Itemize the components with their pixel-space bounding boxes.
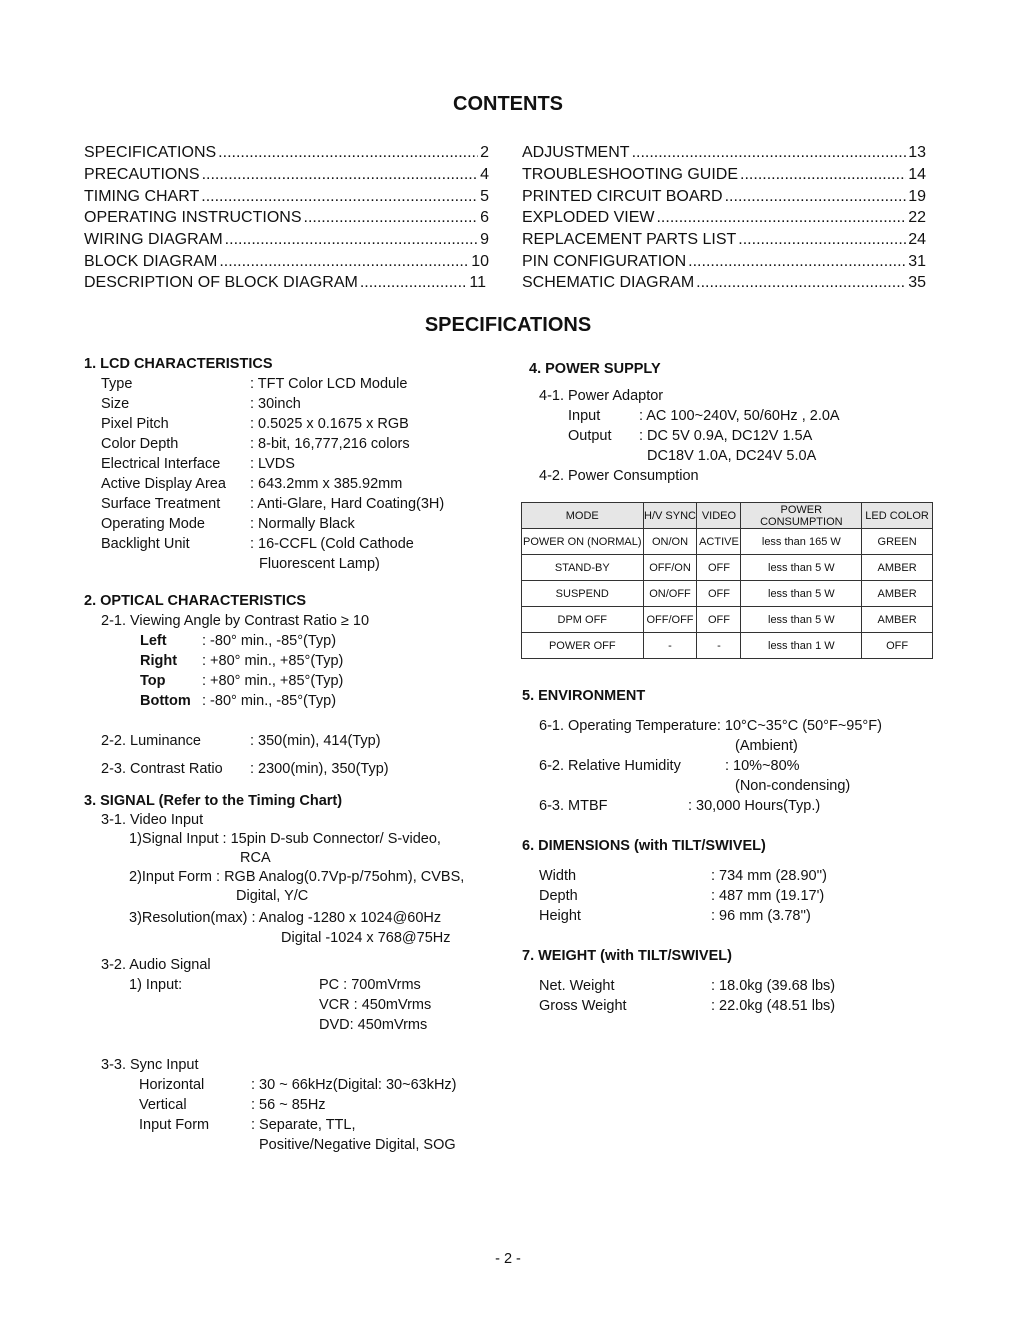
section-heading: 6. DIMENSIONS (with TILT/SWIVEL) (522, 838, 766, 854)
spec-key: Electrical Interface (101, 456, 221, 472)
spec-line: RCA (240, 850, 271, 866)
spec-value-cont: DC18V 1.0A, DC24V 5.0A (647, 448, 817, 464)
table-cell: less than 5 W (741, 581, 862, 607)
table-cell: less than 5 W (741, 555, 862, 581)
spec-key: Width (539, 868, 577, 884)
table-cell: AMBER (862, 607, 933, 633)
spec-value: : LVDS (250, 456, 295, 472)
toc-entry[interactable]: PRECAUTIONS ..... 4 (84, 166, 489, 184)
spec-key: Right (140, 653, 178, 669)
spec-key: Left (140, 633, 167, 649)
table-cell: SUSPEND (522, 581, 644, 607)
contents-title: CONTENTS (453, 93, 563, 115)
spec-line: 3)Resolution(max) : Analog -1280 x 1024@60Hz (129, 910, 442, 926)
spec-key: 6-2. Relative Humidity (539, 758, 681, 774)
table-cell: GREEN (862, 529, 933, 555)
specifications-title: SPECIFICATIONS (424, 314, 592, 336)
spec-line: 1)Signal Input : 15pin D-sub Connector/ S-video, (129, 831, 441, 847)
spec-value: : 10%~80% (725, 758, 800, 774)
table-cell: OFF (862, 633, 933, 659)
table-row (522, 581, 933, 607)
table-row (522, 555, 933, 581)
table-cell: ON/ON (643, 529, 697, 555)
spec-key: Net. Weight (539, 978, 615, 994)
spec-value: : 18.0kg (39.68 lbs) (711, 978, 836, 994)
toc-entry[interactable]: SCHEMATIC DIAGRAM ..... 35 (522, 274, 926, 292)
table-header-cell: LED COLOR (862, 503, 933, 529)
table-cell: less than 1 W (741, 633, 862, 659)
table-cell: OFF (697, 555, 741, 581)
section-heading: 4. POWER SUPPLY (529, 361, 661, 377)
spec-key: Horizontal (139, 1077, 205, 1093)
table-header-cell: MODE (522, 503, 644, 529)
toc-entry[interactable]: DESCRIPTION OF BLOCK DIAGRAM ..... 11 (84, 274, 486, 292)
spec-value: : Separate, TTL, (251, 1117, 356, 1133)
table-cell: OFF/ON (643, 555, 697, 581)
table-cell: OFF (697, 607, 741, 633)
spec-value: : Normally Black (250, 516, 355, 532)
table-cell: OFF/OFF (643, 607, 697, 633)
spec-key: Pixel Pitch (101, 416, 169, 432)
spec-line: (Non-condensing) (735, 778, 851, 794)
spec-value: PC : 700mVrms (319, 977, 421, 993)
spec-value: : 734 mm (28.90'') (711, 868, 827, 884)
table-cell: - (643, 633, 697, 659)
section-heading: 1. LCD CHARACTERISTICS (84, 356, 273, 372)
table-header-cell: H/V SYNC (643, 503, 697, 529)
spec-key: Backlight Unit (101, 536, 190, 552)
table-cell: POWER ON (NORMAL) (522, 529, 644, 555)
spec-key: Depth (539, 888, 578, 904)
page-number: - 2 - (495, 1251, 521, 1267)
spec-key: Surface Treatment (101, 496, 221, 512)
toc-entry[interactable]: BLOCK DIAGRAM ..... 10 (84, 253, 489, 271)
spec-key: 6-3. MTBF (539, 798, 608, 814)
spec-key: Size (101, 396, 130, 412)
toc-entry[interactable]: PRINTED CIRCUIT BOARD ..... 19 (522, 188, 926, 206)
toc-entry[interactable]: WIRING DIAGRAM ..... 9 (84, 231, 489, 249)
spec-key: Input (568, 408, 601, 424)
spec-value: : 56 ~ 85Hz (251, 1097, 326, 1113)
table-cell: AMBER (862, 581, 933, 607)
table-row (522, 529, 933, 555)
spec-value: : AC 100~240V, 50/60Hz , 2.0A (639, 408, 840, 424)
spec-key: 2-3. Contrast Ratio (101, 761, 223, 777)
spec-value: : 30inch (250, 396, 301, 412)
toc-entry[interactable]: ADJUSTMENT ..... 13 (522, 144, 926, 162)
toc-entry[interactable]: PIN CONFIGURATION ..... 31 (522, 253, 926, 271)
toc-entry[interactable]: TROUBLESHOOTING GUIDE ..... 14 (522, 166, 926, 184)
table-header-row (522, 503, 933, 529)
toc-entry[interactable]: TIMING CHART ..... 5 (84, 188, 489, 206)
spec-line: 4-2. Power Consumption (539, 468, 699, 484)
toc-entry[interactable]: EXPLODED VIEW ..... 22 (522, 209, 926, 227)
spec-value: : 22.0kg (48.51 lbs) (711, 998, 836, 1014)
spec-value: : +80° min., +85°(Typ) (202, 653, 344, 669)
spec-key: Vertical (139, 1097, 187, 1113)
spec-key: Gross Weight (539, 998, 627, 1014)
section-heading: 2. OPTICAL CHARACTERISTICS (84, 593, 307, 609)
spec-value-cont: Fluorescent Lamp) (259, 556, 380, 572)
table-header-cell: VIDEO (697, 503, 741, 529)
spec-line: (Ambient) (735, 738, 798, 754)
table-cell: STAND-BY (522, 555, 644, 581)
spec-line: 4-1. Power Adaptor (539, 388, 664, 404)
spec-value: : 0.5025 x 0.1675 x RGB (250, 416, 409, 432)
toc-entry[interactable]: OPERATING INSTRUCTIONS ..... 6 (84, 209, 489, 227)
toc-entry[interactable]: SPECIFICATIONS ..... 2 (84, 144, 489, 162)
toc-entry[interactable]: REPLACEMENT PARTS LIST ..... 24 (522, 231, 926, 249)
power-consumption-table (521, 502, 933, 659)
spec-value: : 350(min), 414(Typ) (250, 733, 381, 749)
spec-key: Input Form (139, 1117, 210, 1133)
spec-line: 6-1. Operating Temperature: 10°C~35°C (50°F~95°F) (539, 718, 882, 734)
table-cell: AMBER (862, 555, 933, 581)
spec-line: Digital, Y/C (236, 888, 309, 904)
spec-key: Bottom (140, 693, 191, 709)
table-cell: POWER OFF (522, 633, 644, 659)
spec-key: 2-2. Luminance (101, 733, 201, 749)
spec-value: : Anti-Glare, Hard Coating(3H) (250, 496, 445, 512)
spec-value: : TFT Color LCD Module (250, 376, 408, 392)
spec-value: : DC 5V 0.9A, DC12V 1.5A (639, 428, 813, 444)
spec-value: : 2300(min), 350(Typ) (250, 761, 389, 777)
spec-value: : 16-CCFL (Cold Cathode (250, 536, 414, 552)
spec-value: : 30,000 Hours(Typ.) (688, 798, 821, 814)
spec-key: Active Display Area (101, 476, 226, 492)
table-row (522, 633, 933, 659)
table-cell: - (697, 633, 741, 659)
spec-value: : +80° min., +85°(Typ) (202, 673, 344, 689)
table-cell: less than 5 W (741, 607, 862, 633)
section-heading: 5. ENVIRONMENT (522, 688, 646, 704)
spec-value: : -80° min., -85°(Typ) (202, 633, 337, 649)
spec-line: 2)Input Form : RGB Analog(0.7Vp-p/75ohm), CVBS, (129, 869, 465, 885)
spec-key: 1) Input: (129, 977, 183, 993)
table-header-cell: POWER CONSUMPTION (741, 503, 862, 529)
spec-line: Digital -1024 x 768@75Hz (281, 930, 451, 946)
table-cell: ACTIVE (697, 529, 741, 555)
spec-key: Color Depth (101, 436, 179, 452)
spec-value: VCR : 450mVrms (319, 997, 432, 1013)
spec-value: : 96 mm (3.78'') (711, 908, 811, 924)
table-cell: ON/OFF (643, 581, 697, 607)
table-row (522, 607, 933, 633)
spec-value: : 30 ~ 66kHz(Digital: 30~63kHz) (251, 1077, 457, 1093)
spec-line: 3-1. Video Input (101, 812, 204, 828)
spec-key: Top (140, 673, 166, 689)
spec-line: 3-2. Audio Signal (101, 957, 211, 973)
section-heading: 7. WEIGHT (with TILT/SWIVEL) (522, 948, 732, 964)
spec-line: 3-3. Sync Input (101, 1057, 199, 1073)
table-cell: DPM OFF (522, 607, 644, 633)
spec-value-cont: Positive/Negative Digital, SOG (259, 1137, 456, 1153)
spec-value: : 487 mm (19.17') (711, 888, 825, 904)
table-cell: less than 165 W (741, 529, 862, 555)
table-cell: OFF (697, 581, 741, 607)
spec-key: Operating Mode (101, 516, 205, 532)
spec-value: : 643.2mm x 385.92mm (250, 476, 403, 492)
spec-value: DVD: 450mVrms (319, 1017, 428, 1033)
spec-value: : 8-bit, 16,777,216 colors (250, 436, 410, 452)
spec-value: : -80° min., -85°(Typ) (202, 693, 337, 709)
spec-key: Type (101, 376, 133, 392)
spec-key: Height (539, 908, 581, 924)
section-heading: 3. SIGNAL (Refer to the Timing Chart) (84, 793, 343, 809)
spec-key: Output (568, 428, 612, 444)
spec-line: 2-1. Viewing Angle by Contrast Ratio ≥ 10 (101, 613, 370, 629)
